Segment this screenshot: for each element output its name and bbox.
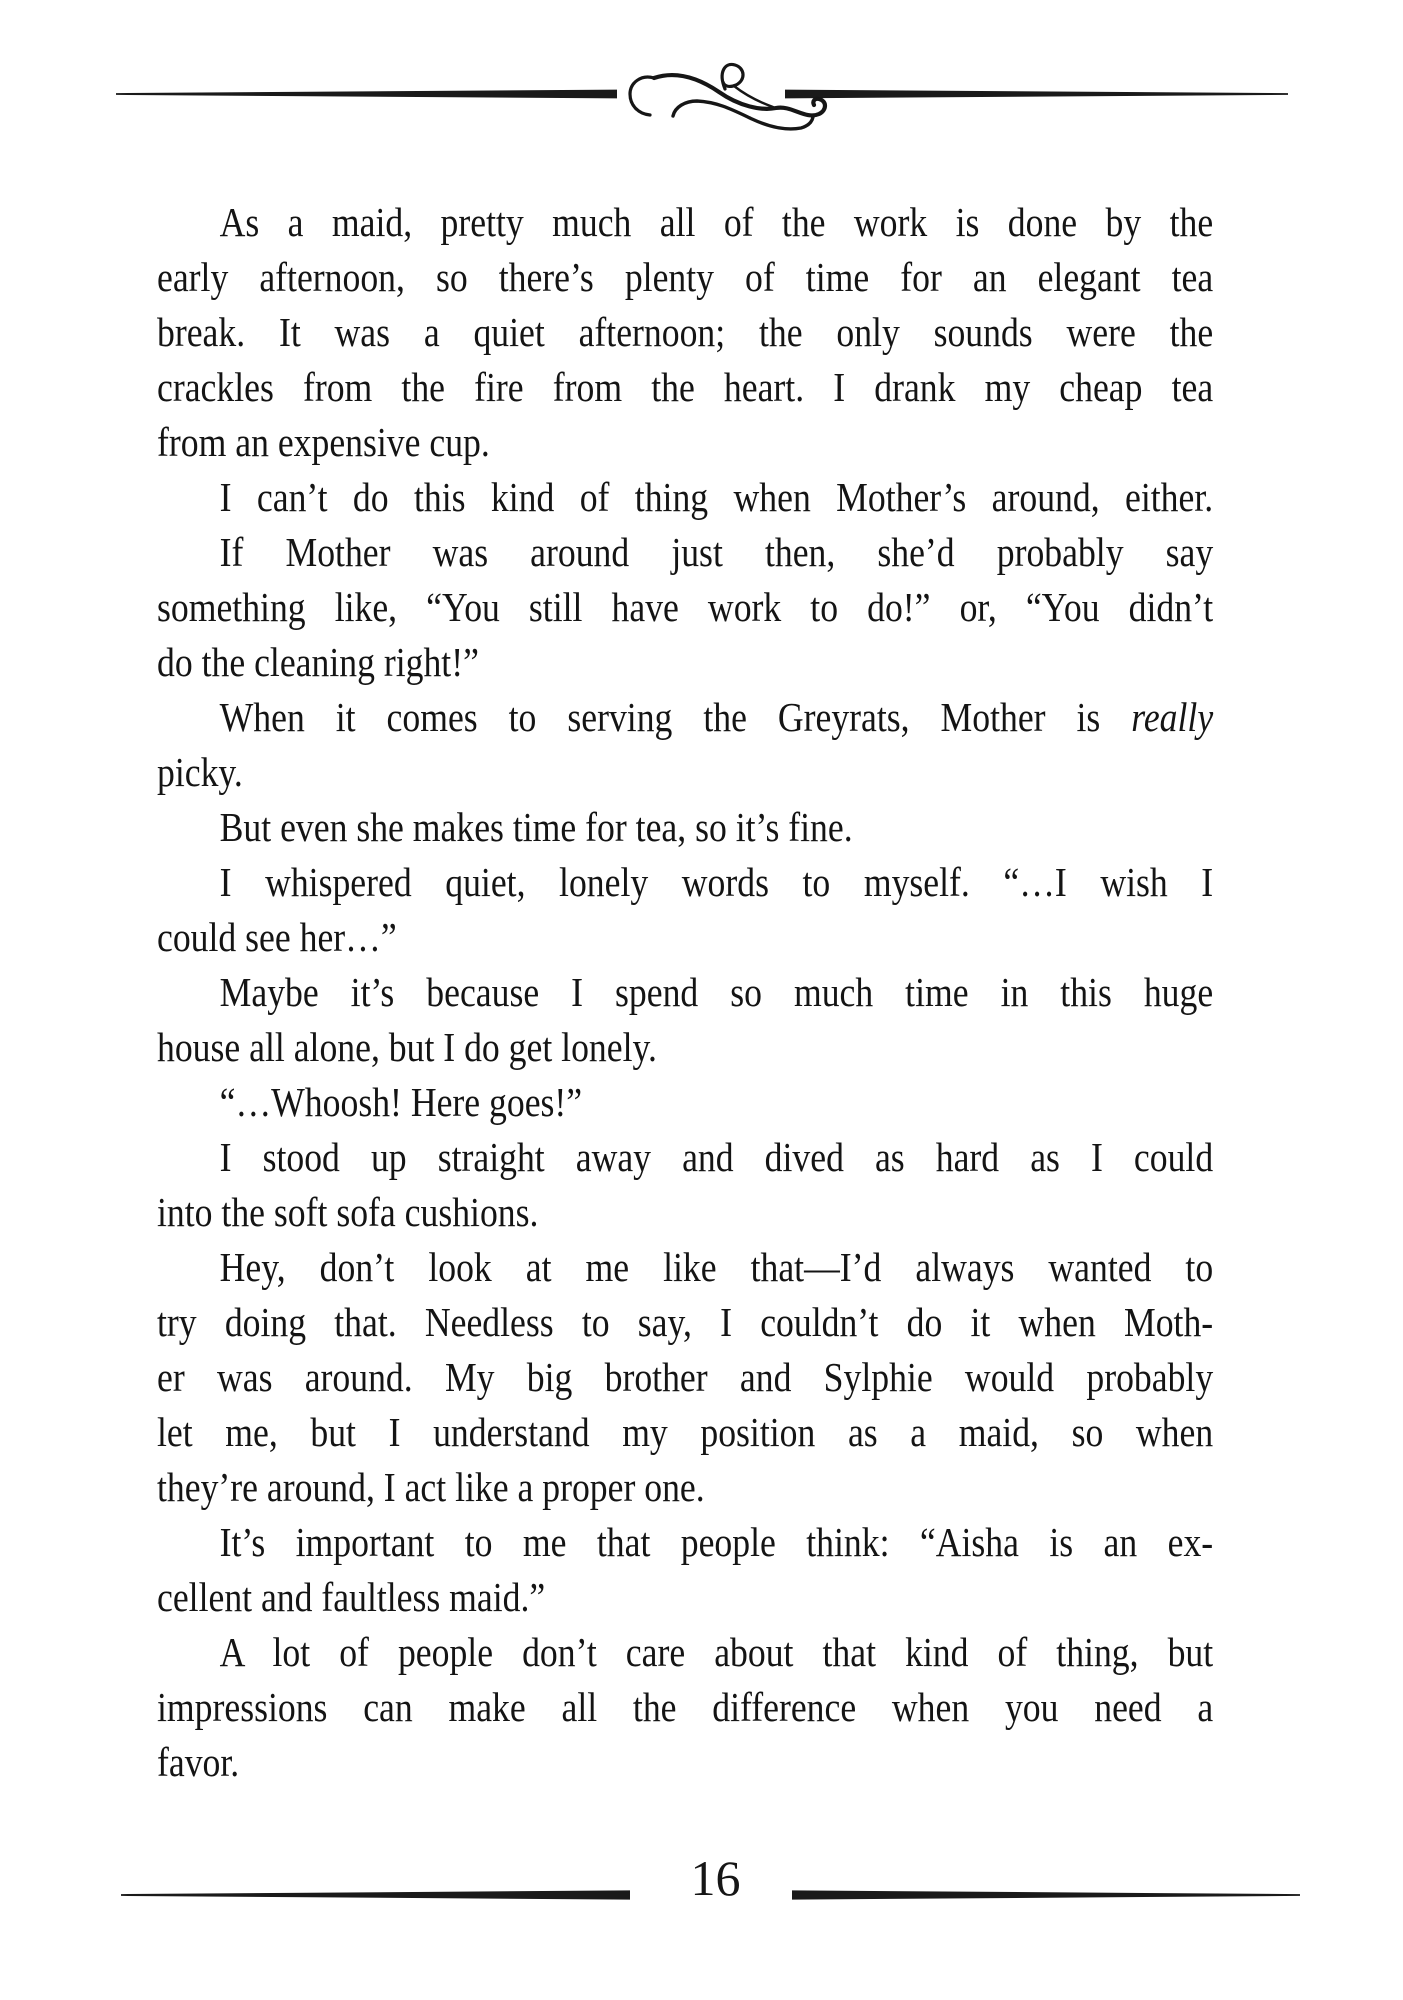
- text-line: A lot of people don’t care about that kind of thing, but: [219, 1629, 1214, 1675]
- body-text: [157, 195, 1213, 1790]
- paragraph: [157, 1625, 1213, 1790]
- text-line: impressions can make all the difference when you need a: [157, 1684, 1214, 1730]
- paragraph: [157, 855, 1213, 965]
- page-number: 16: [690, 1850, 741, 1906]
- text-line: try doing that. Needless to say, I couldn’t do it when Moth-: [157, 1299, 1214, 1345]
- text-line: let me, but I understand my position as a maid, so when: [157, 1409, 1214, 1455]
- text-line: break. It was a quiet afternoon; the only sounds were the: [157, 309, 1214, 355]
- text-line: When it comes to serving the Greyrats, Mother is really: [219, 694, 1214, 740]
- paragraph: [157, 470, 1213, 525]
- paragraph: [157, 195, 1213, 470]
- text-line: early afternoon, so there’s plenty of time for an elegant tea: [157, 254, 1214, 300]
- text-line: crackles from the fire from the heart. I drank my cheap tea: [157, 364, 1214, 410]
- text-line: Hey, don’t look at me like that—I’d always wanted to: [219, 1244, 1214, 1290]
- paragraph: [157, 1130, 1213, 1240]
- text-line: I whispered quiet, lonely words to myself. “…I wish I: [219, 859, 1214, 905]
- text-line: house all alone, but I do get lonely.: [157, 1024, 657, 1070]
- text-line: As a maid, pretty much all of the work is done by the: [219, 199, 1214, 245]
- text-line: But even she makes time for tea, so it’s fine.: [219, 804, 853, 850]
- text-line: “…Whoosh! Here goes!”: [219, 1079, 583, 1125]
- text-line: favor.: [157, 1739, 240, 1785]
- paragraph: [157, 690, 1213, 800]
- flourish-icon: [615, 45, 845, 150]
- text-line: cellent and faultless maid.”: [157, 1574, 546, 1620]
- text-line: I can’t do this kind of thing when Mother’s around, either.: [219, 474, 1214, 520]
- text-line: do the cleaning right!”: [157, 639, 479, 685]
- text-line: something like, “You still have work to do!” or, “You didn’t: [157, 584, 1214, 630]
- text-line: If Mother was around just then, she’d probably say: [219, 529, 1214, 575]
- text-line: er was around. My big brother and Sylphie would probably: [157, 1354, 1214, 1400]
- paragraph: [157, 1075, 1213, 1130]
- paragraph: [157, 525, 1213, 690]
- text-line: from an expensive cup.: [157, 419, 490, 465]
- text-line: they’re around, I act like a proper one.: [157, 1464, 705, 1510]
- text-line: It’s important to me that people think: “Aisha is an ex-: [219, 1519, 1214, 1565]
- text-line: could see her…”: [157, 914, 397, 960]
- paragraph: [157, 1515, 1213, 1625]
- text-line: picky.: [157, 749, 243, 795]
- text-line: I stood up straight away and dived as hard as I could: [219, 1134, 1214, 1180]
- paragraph: [157, 1240, 1213, 1515]
- text-line: Maybe it’s because I spend so much time in this huge: [219, 969, 1214, 1015]
- paragraph: [157, 965, 1213, 1075]
- text-line: into the soft sofa cushions.: [157, 1189, 539, 1235]
- paragraph: [157, 800, 1213, 855]
